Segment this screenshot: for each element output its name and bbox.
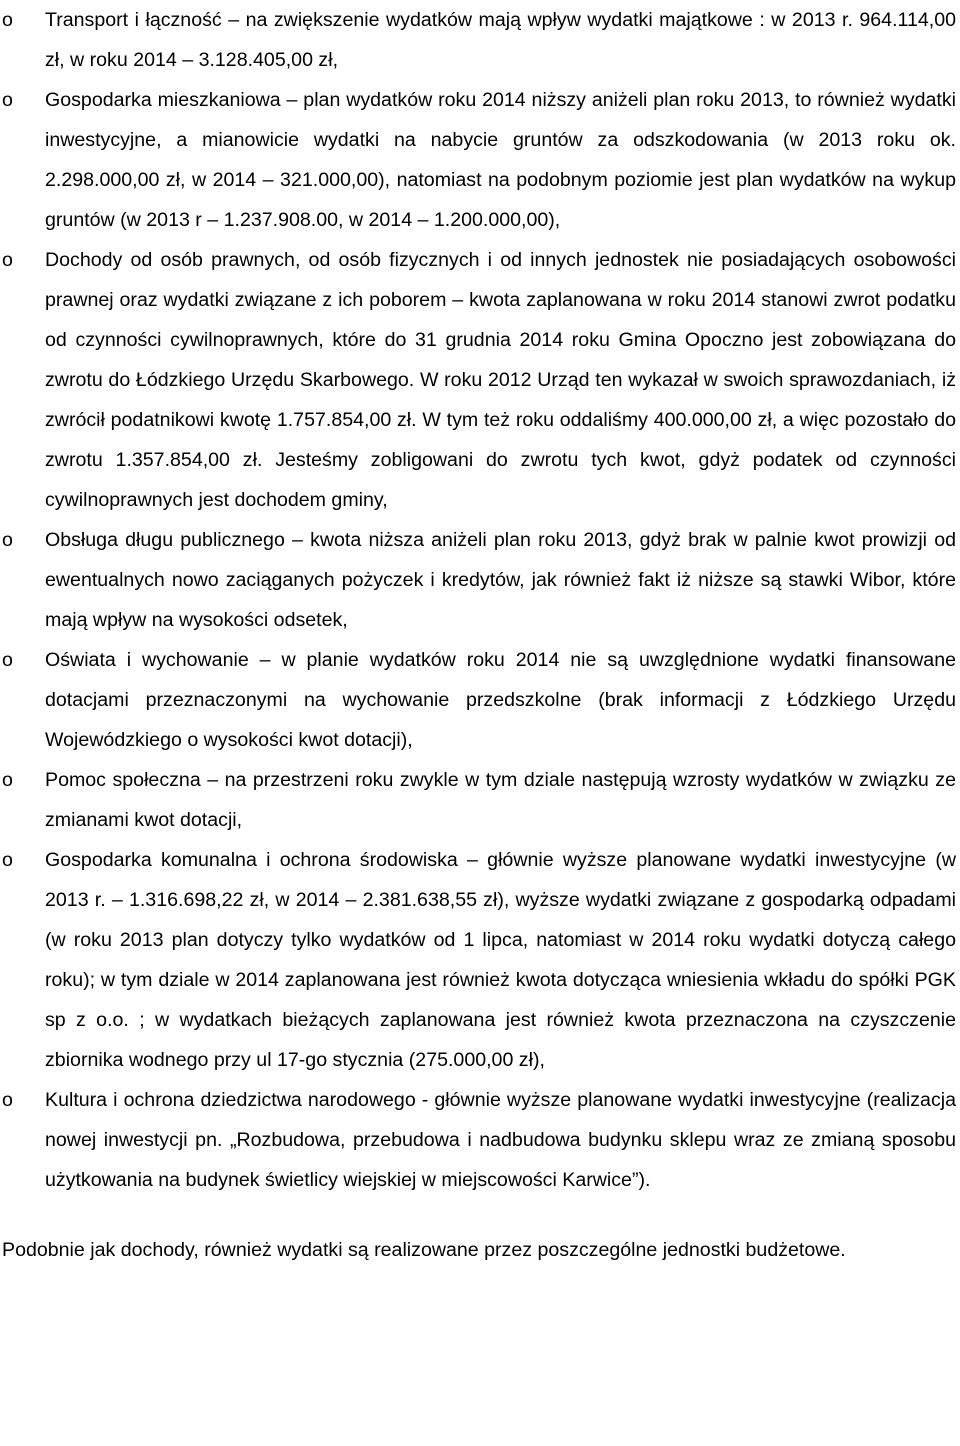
- list-item-text: Obsługa długu publicznego – kwota niższa aniżeli plan roku 2013, gdyż brak w palnie kwot prowizji od ewentualnych nowo zaciąganych pożyczek i kredytów, jak również fakt iż niższe są stawki Wibor, które mają wpływ na wysokości odsetek,: [45, 529, 956, 631]
- bullet-marker: o: [2, 1089, 13, 1111]
- list-item-housing: [0, 80, 960, 240]
- list-item-education: [0, 640, 960, 760]
- bullet-marker: o: [2, 89, 13, 111]
- bullet-marker: o: [2, 769, 13, 791]
- list-item-text: Kultura i ochrona dziedzictwa narodowego - głównie wyższe planowane wydatki inwestycyjne (realizacja nowej inwestycji pn. „Rozbudowa, przebudowa i nadbudowa budynku sklepu wraz ze zmianą sposobu użytkowania na budynek świetlicy wiejskiej w miejscowości Karwice”).: [45, 1089, 956, 1191]
- list-item-social-aid: [0, 760, 960, 840]
- bullet-marker: o: [2, 529, 13, 551]
- bullet-marker: o: [2, 9, 13, 31]
- list-item-culture: [0, 1080, 960, 1200]
- list-item-text: Transport i łączność – na zwiększenie wydatków mają wpływ wydatki majątkowe : w 2013 r. 964.114,00 zł, w roku 2014 – 3.128.405,00 zł,: [45, 9, 956, 71]
- list-item-municipal-economy: [0, 840, 960, 1080]
- list-item-text: Gospodarka komunalna i ochrona środowiska – głównie wyższe planowane wydatki inwestycyjne (w 2013 r. – 1.316.698,22 zł, w 2014 – 2.381.638,55 zł), wyższe wydatki związane z gospodarką odpadami (w roku 2013 plan dotyczy tylko wydatków od 1 lipca, natomiast w 2014 roku wydatki dotyczą całego roku); w tym dziale w 2014 zaplanowana jest również kwota dotycząca wniesienia wkładu do spółki PGK sp z o.o. ; w wydatkach bieżących zaplanowana jest również kwota przeznaczona na czyszczenie zbiornika wodnego przy ul 17-go stycznia (275.000,00 zł),: [45, 849, 956, 1071]
- list-item-income: [0, 240, 960, 520]
- list-item-text: Gospodarka mieszkaniowa – plan wydatków roku 2014 niższy aniżeli plan roku 2013, to również wydatki inwestycyjne, a mianowicie wydatki na nabycie gruntów za odszkodowania (w 2013 roku ok. 2.298.000,00 zł, w 2014 – 321.000,00), natomiast na podobnym poziomie jest plan wydatków na wykup gruntów (w 2013 r – 1.237.908.00, w 2014 – 1.200.000,00),: [45, 89, 956, 231]
- list-item-text: Dochody od osób prawnych, od osób fizycznych i od innych jednostek nie posiadających osobowości prawnej oraz wydatki związane z ich poborem – kwota zaplanowana w roku 2014 stanowi zwrot podatku od czynności cywilnoprawnych, które do 31 grudnia 2014 roku Gmina Opoczno jest zobowiązana do zwrotu do Łódzkiego Urzędu Skarbowego. W roku 2012 Urząd ten wykazał w swoich sprawozdaniach, iż zwrócił podatnikowi kwotę 1.757.854,00 zł. W tym też roku oddaliśmy 400.000,00 zł, a więc pozostało do zwrotu 1.357.854,00 zł. Jesteśmy zobligowani do zwrotu tych kwot, gdyż podatek od czynności cywilnoprawnych jest dochodem gminy,: [45, 249, 956, 511]
- bullet-marker: o: [2, 649, 13, 671]
- list-item-text: Pomoc społeczna – na przestrzeni roku zwykle w tym dziale następują wzrosty wydatków w związku ze zmianami kwot dotacji,: [45, 769, 956, 831]
- list-item-debt-service: [0, 520, 960, 640]
- bullet-marker: o: [2, 849, 13, 871]
- list-item-text: Oświata i wychowanie – w planie wydatków roku 2014 nie są uwzględnione wydatki finansowane dotacjami przeznaczonymi na wychowanie przedszkolne (brak informacji z Łódzkiego Urzędu Wojewódzkiego o wysokości kwot dotacji),: [45, 649, 956, 751]
- list-item-transport: [0, 0, 960, 80]
- bullet-marker: o: [2, 249, 13, 271]
- closing-paragraph: Podobnie jak dochody, również wydatki są realizowane przez poszczególne jednostki budżetowe.: [2, 1239, 846, 1261]
